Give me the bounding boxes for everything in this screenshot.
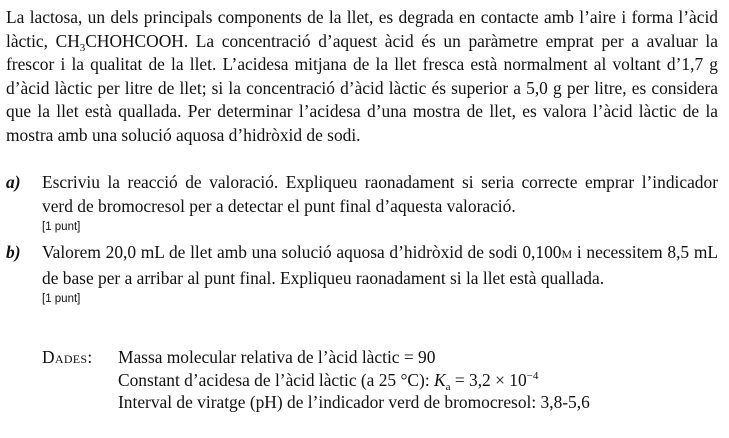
- question-b-letter: b): [6, 242, 21, 262]
- data-section: [42, 346, 722, 414]
- molar-unit: M: [561, 247, 573, 261]
- intro-paragraph: [6, 6, 718, 148]
- ka-symbol: K: [434, 369, 446, 390]
- intro-text-2: CHOHCOOH. La concentració d’aquest àcid és un paràmetre emprat per a avaluar la frescor i la qualitat de la llet. L’acidesa mitjana de la llet fresca està normalment al voltant d’1,7 g d’àcid làctic per litre de llet; si la concentració d’àcid làctic és superior a 5,0 g per litre, es considera que la llet està quallada. Per determinar l’acidesa d’una mostra de llet, es valora l’àcid làctic de la mostra amb una solució aquosa d’hidròxid de sodi.: [6, 30, 718, 145]
- question-a: [6, 171, 718, 234]
- data-line-indicator-range: Interval de viratge (pH) de l’indicador verd de bromocresol: 3,8-5,6: [118, 392, 590, 412]
- question-b: [6, 241, 718, 306]
- question-a-letter: a): [6, 172, 21, 192]
- ka-subscript: a: [445, 380, 451, 393]
- data-line-molecular-mass: Massa molecular relativa de l’àcid làctic = 90: [118, 347, 436, 367]
- acid-constant-text: Constant d’acidesa de l’àcid làctic (a 25 °C):: [118, 369, 435, 390]
- question-b-text-2: i necessitem 8,5 mL de base per a arribar al punt final. Expliqueu raonadament si la llet està quallada.: [42, 242, 718, 288]
- data-lines: [118, 346, 722, 414]
- question-b-text: [42, 241, 718, 290]
- ka-exponent: −4: [526, 369, 539, 382]
- question-a-text: Escriviu la reacció de valoració. Expliqueu raonadament si seria correcte emprar l’indicador verd de bromocresol per a detectar el punt final d’aquesta valoració.: [42, 172, 718, 216]
- question-b-text-1: Valorem 20,0 mL de llet amb una solució aquosa d’hidròxid de sodi 0,100: [42, 242, 562, 262]
- question-a-points: [1 punt]: [42, 221, 81, 234]
- data-line-acid-constant: [118, 369, 722, 392]
- intro-subscript: 3: [79, 41, 86, 54]
- data-label: Dades:: [42, 347, 93, 367]
- question-b-points: [1 punt]: [42, 293, 81, 306]
- intro-text-1: La lactosa, un dels principals components de la llet, es degrada en contacte amb l’aire i forma l’àcid làctic, CH: [6, 7, 718, 51]
- ka-value: = 3,2 × 10: [450, 369, 527, 390]
